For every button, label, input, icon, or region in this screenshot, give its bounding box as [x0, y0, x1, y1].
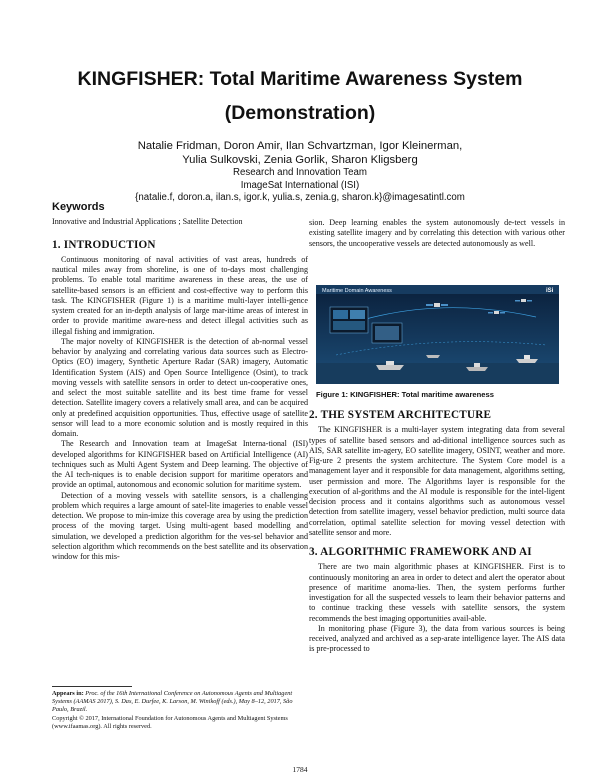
figure-1-caption: Figure 1: KINGFISHER: Total maritime awareness — [316, 390, 494, 399]
authors-line1: Natalie Fridman, Doron Amir, Ilan Schvartzman, Igor Kleinerman, — [137, 140, 463, 152]
footnote — [52, 686, 308, 731]
keywords-text: Innovative and Industrial Applications ; Satellite Detection — [52, 217, 243, 227]
keywords-heading: Keywords — [52, 201, 105, 213]
title-block — [40, 62, 560, 205]
algorithm-paragraph-2: In monitoring phase (Figure 3), the data from various sources is being received, analyzed and archived as a sep-arate intelligence layer. The AIS data is pre-processed to — [309, 623, 565, 654]
figure-banner: Maritime Domain Awareness — [322, 288, 392, 294]
author-emails: {natalie.f, doron.a, ilan.s, igor.k, yulia.s, zenia.g, sharon.k}@imagesatintl.com — [135, 192, 465, 203]
intro-paragraph-1: Continuous monitoring of naval activities of vast areas, hundreds of nautical miles away from shoreline, is one of to-days most challenging problems. To enable total maritime awareness in these areas, the use of satellite-based sensors is an efficient and cost-effective way to perform this task. The KINGFISHER (Figure 1) is a maritime multi-layer intelli-gence system created for an in-depth analysis of large mar-itime areas of interest in order to provide maritime aware-ness and detect illegal activities such as illegal fishing and immigration. — [52, 254, 308, 336]
paper-title-line2: (Demonstration) — [224, 102, 376, 124]
figure-logo: iSi — [546, 288, 554, 294]
section-3-heading: 3. ALGORITHMIC FRAMEWORK AND AI — [309, 546, 532, 558]
intro-paragraph-4: Detection of a moving vessels with satellite sensors, is a challenging problem which requires a large amount of satel-lite imageries to enable vessel detection. We propose to min-imize this coverage area by using the prediction process of the moving target. Using multi-agent based modelling and simulation, we developed a prediction algorithm for the ves-sel behavior and selection algorithm which recommends on the best satellite and its observation window for this mis- — [52, 490, 308, 561]
authors — [40, 139, 560, 167]
algorithm-paragraph-1: There are two main algorithmic phases at KINGFISHER. First is to continuously monitoring an area in order to detect and alert the operator about presence of maritime anoma-lies. Then, the system performs further investigation for all the suspected vessels to learn their behavior patterns and to continue tracking these vessels with satellite sensors, the system recommends the best imaging opportunities avail-able. — [309, 562, 565, 623]
architecture-paragraph: The KINGFISHER is a multi-layer system integrating data from several types of satellite based sensors and ad-ditional intelligence sources such as AIS, SAR satellite im-agery, EO satellite imagery, OSINT, weather and more. Fig-ure 2 presents the system architecture. The System Core model is a management layer and it responsible for data management, algorithms setting, user permission and more. The Algorithms layer is responsible for the execution of al-gorithms and the AI module is responsible for the intel-ligent decision process and it contains algorithms such as autonomous vessel detection from satellite imagery, vessel behavior prediction, multi source data correlation, optimal satellite selection for moving vessel detection with satellite sensor and more. — [309, 425, 565, 537]
footnote-rule — [52, 686, 132, 687]
deep-learning-paragraph: sion. Deep learning enables the system autonomously de-tect vessels in existing satellite imagery and by correlating this detection with various other sensors, the uncooperative vessels are detected autonomously as well. — [309, 218, 565, 248]
footnote-copyright: Copyright © 2017, International Foundation for Autonomous Agents and Multiagent Systems (www.ifaamas.org). All rights reserved. — [52, 714, 288, 730]
left-column — [52, 202, 308, 562]
affiliation — [40, 167, 560, 205]
footnote-venue: Proc. of the 16th International Conference on Autonomous Agents and Multiagent Systems (AAMAS 2017), S. Das, E. Durfee, K. Larson, M. Winikoff (eds.), May 8–12, 2017, São Paulo, Brazil. — [52, 690, 293, 714]
right-column-bottom — [309, 404, 565, 655]
right-column-top — [309, 218, 565, 249]
footnote-label: Appears in: — [52, 690, 84, 697]
intro-paragraph-2: The major novelty of KINGFISHER is the detection of ab-normal vessel behavior by analyzing and correlating various data sources such as Electro-Optics (EO) imagery, Synthetic Aperture Radar (SAR) imagery, Automatic Identification System (AIS) and Open Source Intelligence (Osint), to track moving vessels with satellite sensors in order to detect un-cooperative ones, and select the most suitable satellite and its best time frame for vessel detection. Satellite imagery covers a relatively small area, and can be acquired only at predefined acquisition opportunities. Thus, effective usage of satellite sensor will lead to a more economic solution and is mostly required in this domain. — [52, 336, 308, 438]
page-number: 1784 — [292, 765, 308, 774]
affiliation-line1: Research and Innovation Team — [233, 167, 367, 178]
authors-line2: Yulia Sulkovski, Zenia Gorlik, Sharon Kligsberg — [182, 154, 418, 166]
screen-panel-icon — [372, 323, 402, 343]
section-1-heading: 1. INTRODUCTION — [52, 238, 156, 251]
figure-illustration — [316, 285, 559, 384]
paper-title-line1: KINGFISHER: Total Maritime Awareness System — [77, 68, 523, 90]
screen-panel-icon — [330, 307, 368, 333]
figure-1-image — [316, 285, 559, 384]
intro-paragraph-3: The Research and Innovation team at ImageSat Interna-tional (ISI) developed algorithms for KINGFISHER based on Artificial Intelligence (AI) techniques such as Multi Agent System and Deep learning. The objective of the AI tech-niques is to enable decision support for maritime operators and provide an optimal, autonomous and economic solution for maritime system. — [52, 439, 308, 490]
ship-icon — [426, 355, 440, 358]
section-2-heading: 2. THE SYSTEM ARCHITECTURE — [309, 409, 492, 421]
affiliation-line2: ImageSat International (ISI) — [240, 179, 360, 191]
